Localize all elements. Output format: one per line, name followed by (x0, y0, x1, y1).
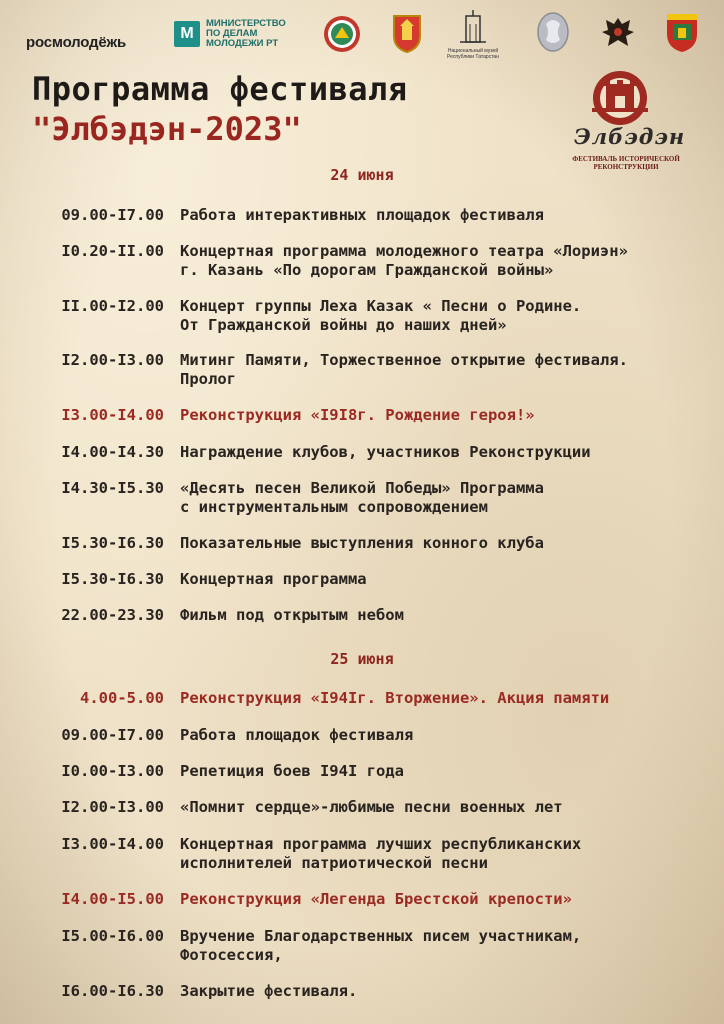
event-time: 4.00-5.00 (80, 689, 164, 707)
ministry-logo-text: МИНИСТЕРСТВО ПО ДЕЛАМ МОЛОДЕЖИ РТ (206, 18, 286, 49)
event-description: Реконструкция «I9I8г. Рождение героя!» (180, 406, 535, 424)
event-time: 09.00-I7.00 (61, 206, 164, 224)
double-headed-eagle-icon (598, 12, 638, 56)
event-time: I4.30-I5.30 (61, 479, 164, 497)
event-time: 09.00-I7.00 (61, 726, 164, 744)
event-description: Реконструкция «I94Iг. Вторжение». Акция памяти (180, 689, 610, 707)
festival-subtitle: "Элбэдэн-2023" (32, 110, 302, 148)
silver-emblem-icon (534, 10, 572, 58)
event-time: I5.30-I6.30 (61, 534, 164, 552)
event-time: II.00-I2.00 (61, 297, 164, 315)
event-time: I5.30-I6.30 (61, 570, 164, 588)
event-description: Концерт группы Леха Казак « Песни о Родине. От Гражданской войны до наших дней» (180, 297, 582, 334)
city-coat-of-arms-icon (392, 14, 422, 58)
event-description: Закрытие фестиваля. (180, 982, 358, 1000)
event-time: I4.00-I4.30 (61, 443, 164, 461)
museum-logo-text: Национальный музей Республики Татарстан (447, 48, 499, 60)
event-description: Реконструкция «Легенда Брестской крепости» (180, 890, 572, 908)
event-description: Фильм под открытым небом (180, 606, 404, 624)
event-description: Работа площадок фестиваля (180, 726, 414, 744)
event-description: Концертная программа (180, 570, 367, 588)
page-title: Программа фестиваля (32, 70, 408, 108)
event-description: Показательные выступления конного клуба (180, 534, 544, 552)
event-time: I4.00-I5.00 (61, 890, 164, 908)
ministry-logo (174, 10, 286, 58)
event-description: «Десять песен Великой Победы» Программа с инструментальным сопровождением (180, 479, 544, 516)
day-label-24-june: 24 июня (330, 166, 394, 184)
event-time: I6.00-I6.30 (61, 982, 164, 1000)
club-emblem-icon (664, 10, 700, 58)
event-description: «Помнит сердце»-любимые песни военных лет (180, 798, 563, 816)
event-time: I2.00-I3.00 (61, 351, 164, 369)
event-time: I0.20-II.00 (61, 242, 164, 260)
event-description: Репетиция боев I94I года (180, 762, 404, 780)
day-label-25-june: 25 июня (330, 650, 394, 668)
festival-logo-subtitle: ФЕСТИВАЛЬ ИСТОРИЧЕСКОЙ РЕКОНСТРУКЦИИ (572, 155, 680, 171)
ministry-logo-icon: M (174, 21, 200, 47)
event-time: I3.00-I4.00 (61, 406, 164, 424)
museum-logo (438, 10, 508, 60)
event-description: Митинг Памяти, Торжественное открытие фестиваля. Пролог (180, 351, 628, 388)
festival-logo-name: Элбэдэн (574, 124, 686, 149)
event-description: Награждение клубов, участников Реконструкции (180, 443, 591, 461)
event-time: I2.00-I3.00 (61, 798, 164, 816)
partner-logos (24, 10, 704, 58)
event-time: I3.00-I4.00 (61, 835, 164, 853)
event-description: Концертная программа лучших республиканских исполнителей патриотической песни (180, 835, 582, 872)
rosmolodezh-logo: росмолодёжь (26, 33, 126, 51)
tatarstan-emblem-icon (322, 14, 362, 58)
event-description: Концертная программа молодежного театра «Лориэн» г. Казань «По дорогам Гражданской войны» (180, 242, 628, 279)
event-time: I5.00-I6.00 (61, 927, 164, 945)
event-time: 22.00-23.30 (61, 606, 164, 624)
event-time: I0.00-I3.00 (61, 762, 164, 780)
event-description: Вручение Благодарственных писем участникам, Фотосессия, (180, 927, 582, 964)
event-description: Работа интерактивных площадок фестиваля (180, 206, 544, 224)
